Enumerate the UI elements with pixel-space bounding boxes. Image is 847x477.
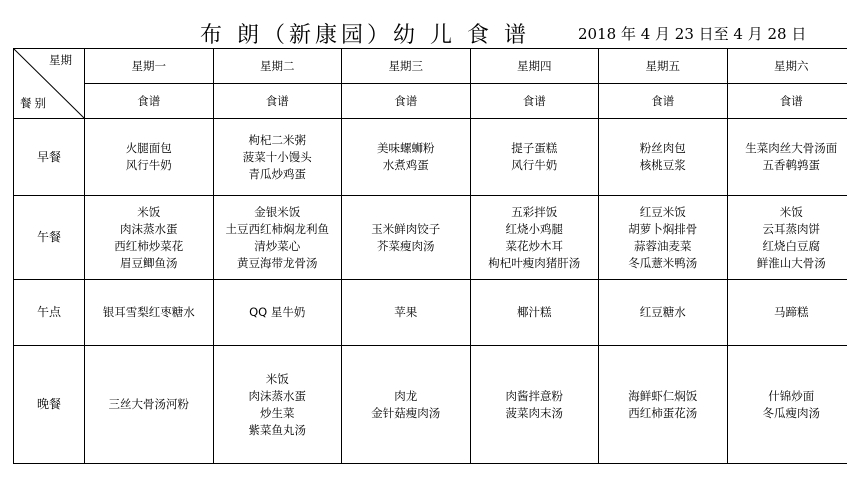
- menu-cell: [342, 346, 471, 464]
- dish-item: 水煮鸡蛋: [382, 158, 429, 172]
- menu-cell: [85, 119, 214, 196]
- menu-label: 食谱: [727, 84, 847, 119]
- dish-item: 菜花炒木耳: [505, 238, 563, 253]
- day-header: 星期一: [85, 49, 214, 84]
- menu-cell: [599, 196, 728, 280]
- menu-cell: [470, 196, 599, 280]
- dish-item: 生菜肉丝大骨汤面: [745, 141, 838, 155]
- dish-item: 菠菜肉末汤: [505, 405, 563, 420]
- meal-row: [14, 119, 847, 196]
- dish-item: 美味螺蛳粉: [377, 141, 435, 155]
- menu-cell: [470, 346, 599, 464]
- day-header: 星期四: [470, 49, 599, 84]
- meal-name: 早餐: [14, 119, 85, 196]
- header: [0, 18, 847, 48]
- dish-item: 眉豆鲫鱼汤: [120, 255, 178, 270]
- dish-item: 西红柿炒菜花: [114, 238, 184, 253]
- meal-row: [14, 280, 847, 346]
- dish-item: 红烧白豆腐: [762, 238, 820, 253]
- dish-item: 红烧小鸡腿: [505, 221, 563, 236]
- menu-cell: [470, 119, 599, 196]
- date-range: 2018 年 4 月 23 日至 4 月 28 日: [578, 25, 807, 43]
- meal-name: 晚餐: [14, 346, 85, 464]
- dish-item: 米饭: [137, 204, 161, 219]
- dish-item: 火腿面包: [125, 141, 172, 155]
- dish-item: 鲜淮山大骨汤: [756, 255, 826, 270]
- menu-cell: [213, 346, 342, 464]
- dish-item: 青瓜炒鸡蛋: [248, 166, 306, 181]
- dish-item: 米饭: [779, 204, 803, 219]
- corner-cell: [14, 49, 85, 119]
- dish-item: 云耳蒸肉饼: [762, 221, 820, 236]
- dish-item: 西红柿蛋花汤: [628, 405, 698, 420]
- dish-item: 海鲜虾仁焖饭: [628, 388, 698, 403]
- menu-label: 食谱: [470, 84, 599, 119]
- dish-item: 土豆西红柿焖龙利鱼: [225, 221, 329, 236]
- dish-item: 肉沫蒸水蛋: [248, 388, 306, 403]
- dish-item: 马蹄糕: [774, 305, 809, 319]
- menu-label: 食谱: [213, 84, 342, 119]
- dish-item: 五彩拌饭: [511, 204, 558, 219]
- menu-cell: [727, 280, 847, 346]
- menu-cell: [599, 346, 728, 464]
- menu-cell: [85, 196, 214, 280]
- menu-cell: [342, 280, 471, 346]
- dish-item: 肉酱拌意粉: [505, 388, 563, 403]
- day-header: 星期二: [213, 49, 342, 84]
- dish-item: 红豆米饭: [639, 204, 686, 219]
- meal-name: 午餐: [14, 196, 85, 280]
- dish-item: 米饭: [265, 371, 289, 386]
- dish-item: 肉沫蒸水蛋: [120, 221, 178, 236]
- dish-item: 玉米鲜肉饺子: [371, 221, 441, 236]
- menu-cell: [727, 346, 847, 464]
- menu-cell: [470, 280, 599, 346]
- day-header: 星期六: [727, 49, 847, 84]
- dish-item: 提子蛋糕: [511, 141, 558, 155]
- corner-label-meal: 餐别: [20, 96, 49, 110]
- dish-item: QQ 星牛奶: [249, 305, 306, 319]
- menu-cell: [213, 196, 342, 280]
- menu-cell: [727, 119, 847, 196]
- dish-item: 粉丝肉包: [639, 141, 686, 155]
- dish-item: 三丝大骨汤河粉: [108, 397, 189, 411]
- dish-item: 什锦炒面: [768, 388, 815, 403]
- dish-item: 红豆糖水: [639, 305, 686, 319]
- dish-item: 菠菜十小馒头: [242, 149, 312, 164]
- menu-cell: [342, 196, 471, 280]
- day-header: 星期三: [342, 49, 471, 84]
- dish-item: 椰汁糕: [517, 305, 552, 319]
- menu-label-row: [14, 84, 847, 119]
- menu-label: 食谱: [599, 84, 728, 119]
- dish-item: 清炒菜心: [254, 238, 301, 253]
- dish-item: 芥菜瘦肉汤: [377, 238, 435, 253]
- meal-row: [14, 346, 847, 464]
- dish-item: 金针菇瘦肉汤: [371, 405, 441, 420]
- menu-cell: [342, 119, 471, 196]
- dish-item: 五香鹌鹑蛋: [762, 158, 820, 172]
- menu-cell: [599, 280, 728, 346]
- dish-item: 核桃豆浆: [639, 158, 686, 172]
- dish-item: 黄豆海带龙骨汤: [237, 255, 318, 270]
- menu-cell: [85, 280, 214, 346]
- dish-item: 蒜蓉油麦菜: [634, 238, 692, 253]
- dish-item: 枸杞二米粥: [248, 132, 306, 147]
- dish-item: 金银米饭: [254, 204, 301, 219]
- menu-label: 食谱: [342, 84, 471, 119]
- meal-row: [14, 196, 847, 280]
- dish-item: 紫菜鱼丸汤: [248, 422, 306, 437]
- dish-item: 胡萝卜焖排骨: [628, 221, 698, 236]
- dish-item: 风行牛奶: [511, 158, 558, 172]
- menu-cell: [85, 346, 214, 464]
- menu-label: 食谱: [85, 84, 214, 119]
- menu-cell: [213, 119, 342, 196]
- dish-item: 炒生菜: [260, 405, 295, 420]
- dish-item: 风行牛奶: [125, 158, 172, 172]
- meal-name: 午点: [14, 280, 85, 346]
- dish-item: 肉龙: [394, 388, 418, 403]
- dish-item: 苹果: [394, 305, 418, 319]
- dish-item: 冬瓜瘦肉汤: [762, 405, 820, 420]
- menu-cell: [727, 196, 847, 280]
- day-header: 星期五: [599, 49, 728, 84]
- corner-label-day: 星期: [49, 53, 72, 67]
- menu-table: [13, 48, 847, 464]
- day-header-row: [14, 49, 847, 84]
- dish-item: 银耳雪梨红枣糖水: [102, 305, 195, 319]
- page-title: 布 朗（新康园）幼 儿 食 谱: [200, 23, 530, 48]
- menu-cell: [213, 280, 342, 346]
- dish-item: 枸杞叶瘦肉猪肝汤: [488, 255, 581, 270]
- dish-item: 冬瓜薏米鸭汤: [628, 255, 698, 270]
- menu-cell: [599, 119, 728, 196]
